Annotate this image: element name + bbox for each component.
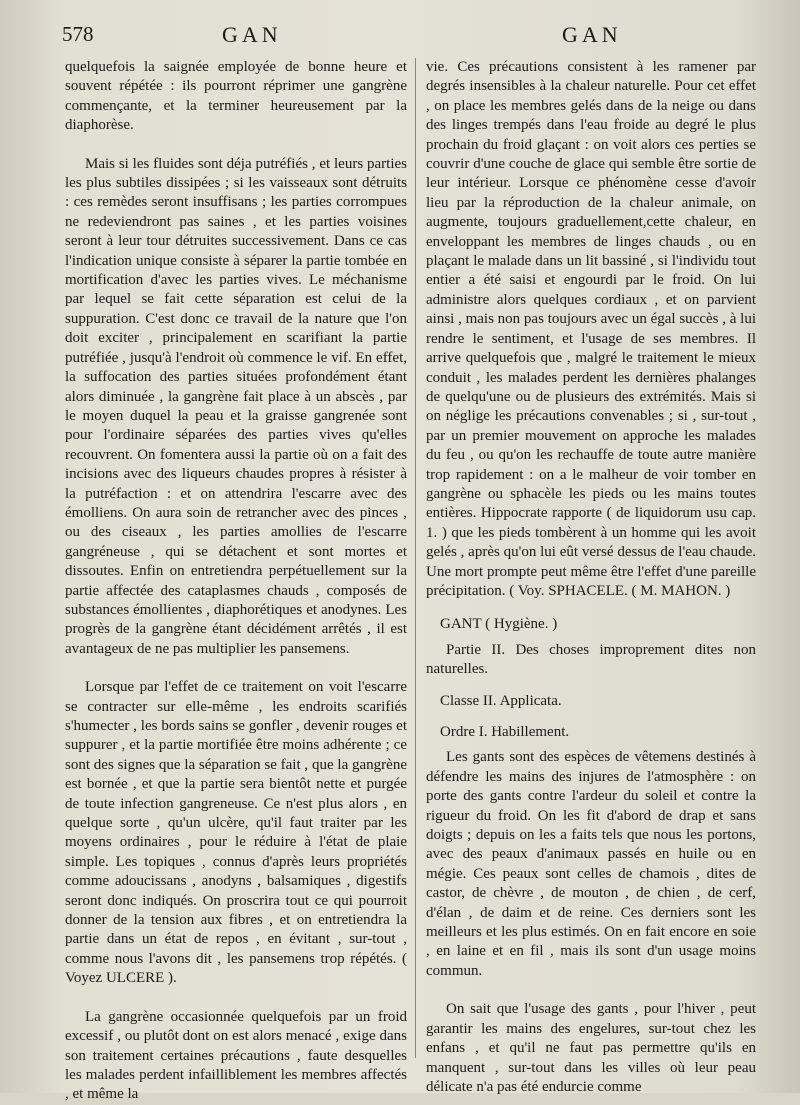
paragraph: Lorsque par l'effet de ce traitement on voit l'escarre se contracter sur elle-même , les endroits scarifiés s'humecter , les bords sains se gonfler , devenir rouges et suppurer , et la partie mortifiée être moins adhérente ; ce sont des signes que la séparation se fait , que la gangrène est bornée , et que la partie sera bientôt nette et purgée de toute infection gangreneuse. Ce n'est plus alors , en quelque sorte , qu'un ulcère, qu'il faut traiter par les moyens ordinaires , pour le réduire à l'état de plaie simple. Les topiques , connus d'après leurs propriétés comme adoucissans , anodyns , balsamiques , digestifs seront donc indiqués. On proscrira tout ce qui pourroit donner de la tension aux fibres , et on entretiendra la partie dans un état de repos , en évitant , sur-tout , comme nous l'avons dit , les pansemens trop répétés. ( Voyez ULCERE ). — [65, 679, 407, 987]
paragraph: Les gants sont des espèces de vêtemens destinés à défendre les mains des injures de l'atmosphère : on porte des gants contre l'ardeur du soleil et contre la rigueur du froid. On les fit d'abord de drap et sans doigts ; depuis on les a faits tels que nous les portons, avec des peaux d'animaux passés en huile ou en mégie. Ces peaux sont celles de chamois , dites de castor, de chèvre , de mouton , de chien , de cerf, d'élan , de daim et de reine. Ces derniers sont les meilleurs et les plus estimés. On en fait encore en soie , en laine et en fil , mais ils sont d'un usage moins commun. — [426, 749, 756, 979]
page-header — [62, 22, 760, 56]
section-heading: GANT ( Hygiène. ) — [440, 616, 558, 633]
paragraph: On sait que l'usage des gants , pour l'hiver , peut garantir les mains des engelures, sur-tout chez les enfans , et qu'il ne faut pas permettre qu'ils en manquent , sur-tout dans les villes où leur peau délicate n'a pas été endurcie comme — [426, 1001, 756, 1095]
column-divider — [415, 58, 416, 1058]
classification-line: Classe II. Applicata. — [440, 692, 562, 709]
right-running-head: GAN — [562, 22, 622, 47]
page-number: 578 — [62, 22, 94, 46]
classification-line: Ordre I. Habillement. — [440, 724, 570, 740]
left-running-head: GAN — [222, 22, 282, 47]
paragraph: vie. Ces précautions consistent à les ramener par degrés insensibles à la chaleur naturelle. Pour cet effet , on place les membres gelés dans de la neige ou dans des linges trempés dans l'eau froide au degré le plus prochain du froid glaçant : on voit alors ces perties se couvrir d'une couche de glace qui semble être sortie de leur intérieur. Lorsque ce phénomène cesse d'avoir lieu par la réproduction de la chaleur animale, on augmente, toujours graduellement,cette chaleur, en enveloppant les membres de linges chauds , ou en plaçant le malade dans un lit bassiné , si l'individu tout entier a été saisi et engourdi par le froid. On lui administre alors quelques cordiaux , et on parvient ainsi , mais non pas toujours avec un égal succès , à lui rendre le sentiment, et l'usage de ses membres. Il arrive quelquefois que , malgré le traitement le mieux conduit , les malades perdent les dernières phalanges de quelqu'une ou de plusieurs des extrémités. Mais si on néglige les précautions convenables ; si , sur-tout , par un premier mouvement on approche les malades du feu , ou qu'on les rechauffe de toute autre manière trop rapidement : on a le malheur de voir tomber en gangrène ou sphacèle les pieds ou les mains toutes entières. Hippocrate rapporte ( de liquidorum usu cap. 1. ) que les pieds tombèrent à un homme qui les avoit gelés , après qu'on lui eût versé dessus de l'eau chaude. Une mort prompte peut même être l'effet d'une pareille précipitation. ( Voy. SPHACELE. ( M. MAHON. ) — [426, 59, 756, 599]
classification-line: Partie II. Des choses improprement dites non naturelles. — [426, 641, 756, 678]
left-column — [65, 58, 407, 1105]
paragraph: Mais si les fluides sont déja putréfiés , et leurs parties les plus subtiles dissipées ; si les vaisseaux sont détruits : ces remèdes seront insuffisans ; les parties corrompues ne redeviendront pas saines , et les parties voisines seront à leur tour détruites successivement. Dans ce cas l'indication unique consiste à séparer la partie tombée en mortification d'avec les parties vives. Le méchanisme par lequel se fait cette séparation est celui de la suppuration. C'est donc ce travail de la nature que l'on doit exciter , principalement en scarifiant la partie putréfiée , jusqu'à l'endroit où commence le vif. En effet, la suffocation des parties situées profondément étant alors diminuée , la gangrène fait place à un abscès , par le moyen duquel la peau et la graisse gangrenée sont pour l'ordinaire séparées des parties vives qu'elles recouvrent. On fomentera aussi la partie où on a fait des incisions avec des liqueurs chaudes propres à résister à la putréfaction : et on attendrira l'escarre avec des émolliens. On aura soin de retrancher avec des pinces , ou des ciseaux , les parties amollies de l'escarre gangréneuse , qui se détachent et sont mortes et dissoutes. Enfin on entretiendra perpétuellement sur la partie affectée des cataplasmes chauds , composés de substances émollientes , diaphorétiques et anodynes. Les progrès de la gangrène étant décidément arrêtés , il est avantageux de ne pas multiplier les pansemens. — [65, 155, 407, 657]
right-column — [426, 58, 756, 1097]
paragraph: quelquefois la saignée employée de bonne heure et souvent répétée : ils pourront réprimer une gangrène commençante, et la terminer heureusement par la diaphorèse. — [65, 59, 407, 134]
paragraph: La gangrène occasionnée quelquefois par un froid excessif , ou plutôt dont on est alors menacé , exige dans son traitement certaines précautions , faute desquelles les malades perdent infailliblement les membres affectés , et même la — [65, 1008, 407, 1103]
